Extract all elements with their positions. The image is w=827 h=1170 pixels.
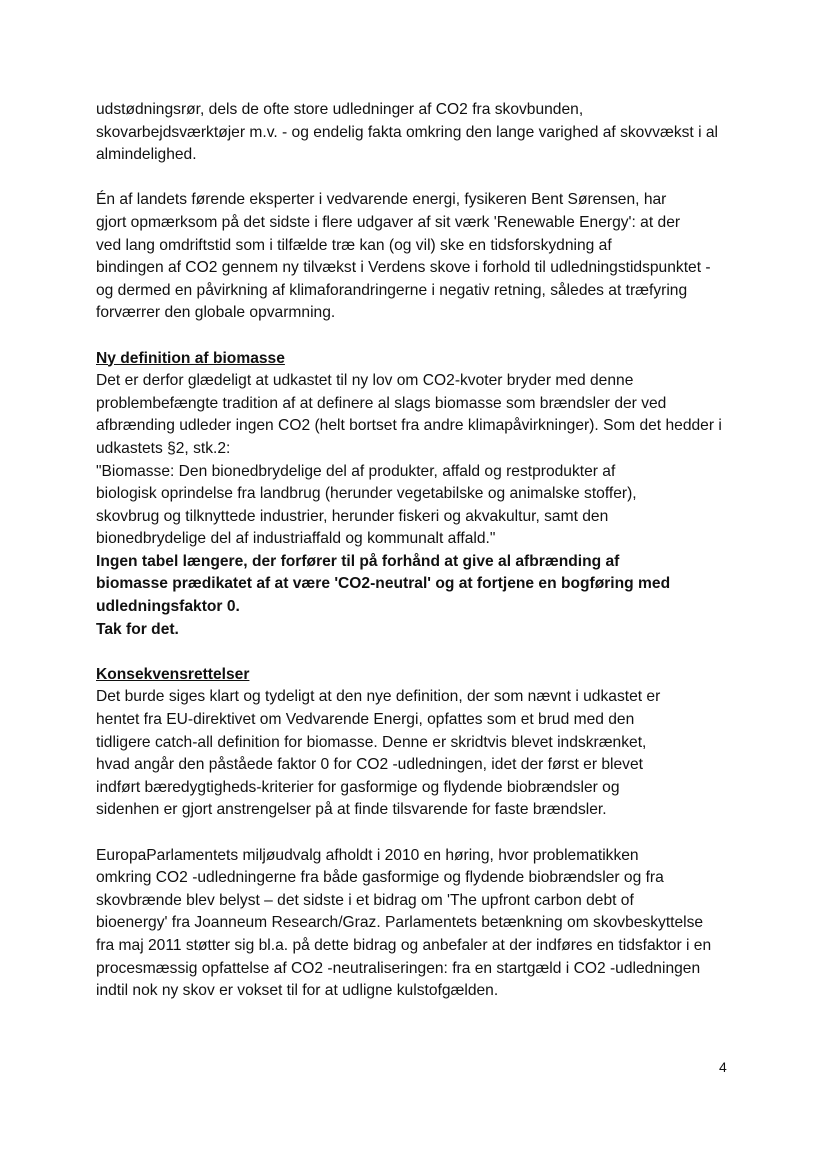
section-heading: Ny definition af biomasse	[96, 349, 285, 367]
text-line: almindelighed.	[96, 146, 197, 164]
text-line: hvad angår den påståede faktor 0 for CO2 -udledningen, idet der først er blevet	[96, 756, 643, 774]
text-line: sidenhen er gjort anstrengelser på at finde tilsvarende for faste brændsler.	[96, 801, 607, 819]
text-line: indført bæredygtigheds-kriterier for gasformige og flydende biobrændsler og	[96, 778, 620, 796]
quote-line: "Biomasse: Den bionedbrydelige del af produkter, affald og restprodukter af	[96, 462, 616, 480]
paragraph-spacer	[96, 325, 736, 348]
quote-line: bionedbrydelige del af industriaffald og kommunalt affald."	[96, 530, 496, 548]
parliament-paragraph	[96, 845, 736, 1003]
quote-line: skovbrug og tilknyttede industrier, herunder fiskeri og akvakultur, samt den	[96, 507, 609, 525]
text-line: fra maj 2011 støtter sig bl.a. på dette bidrag og anbefaler at der indføres en tidsfaktor i en	[96, 936, 712, 954]
text-line: Det burde siges klart og tydeligt at den nye definition, der som nævnt i udkastet er	[96, 688, 661, 706]
section-biomass-definition	[96, 348, 736, 642]
bold-line: udledningsfaktor 0.	[96, 598, 240, 616]
text-line: forværrer den globale opvarmning.	[96, 304, 336, 322]
text-line: Det er derfor glædeligt at udkastet til ny lov om CO2-kvoter bryder med denne	[96, 372, 634, 390]
text-line: Én af landets førende eksperter i vedvarende energi, fysikeren Bent Sørensen, har	[96, 191, 667, 209]
text-line: gjort opmærksom på det sidste i flere udgaver af sit værk 'Renewable Energy': at der	[96, 213, 681, 231]
text-line: problembefængte tradition af at definere al slags biomasse som brændsler der ved	[96, 394, 667, 412]
text-line: udstødningsrør, dels de ofte store udledninger af CO2 fra skovbunden,	[96, 101, 584, 118]
sorensen-paragraph	[96, 189, 736, 325]
text-line: hentet fra EU-direktivet om Vedvarende Energi, opfattes som et brud med den	[96, 711, 635, 729]
document-page	[96, 99, 736, 1003]
page-number: 4	[719, 1059, 727, 1075]
text-line: afbrænding udleder ingen CO2 (helt bortset fra andre klimapåvirkninger). Som det hedder i	[96, 417, 722, 435]
paragraph-spacer	[96, 641, 736, 664]
bold-line: biomasse prædikatet af at være 'CO2-neutral' og at fortjene en bogføring med	[96, 575, 671, 593]
text-line: bioenergy' fra Joanneum Research/Graz. Parlamentets betænkning om skovbeskyttelse	[96, 914, 704, 932]
paragraph-spacer	[96, 167, 736, 190]
text-line: tidligere catch-all definition for biomasse. Denne er skridtvis blevet indskrænket,	[96, 733, 647, 751]
text-line: udkastets §2, stk.2:	[96, 439, 231, 457]
section-heading: Konsekvensrettelser	[96, 665, 250, 683]
text-line: skovbrænde blev belyst – det sidste i et bidrag om 'The upfront carbon debt of	[96, 891, 634, 909]
text-line: EuropaParlamentets miljøudvalg afholdt i 2010 en høring, hvor problematikken	[96, 846, 639, 864]
text-line: ved lang omdriftstid som i tilfælde træ kan (og vil) ske en tidsforskydning af	[96, 236, 612, 254]
section-consequential-corrections	[96, 664, 736, 822]
bold-line: Tak for det.	[96, 620, 179, 638]
bold-line: Ingen tabel længere, der forfører til på forhånd at give al afbrænding af	[96, 552, 620, 570]
text-line: bindingen af CO2 gennem ny tilvækst i Verdens skove i forhold til udledningstidspunktet -	[96, 259, 711, 277]
paragraph-spacer	[96, 822, 736, 845]
text-line: indtil nok ny skov er vokset til for at udligne kulstofgælden.	[96, 982, 499, 1000]
intro-paragraph	[96, 99, 736, 167]
text-line: skovarbejdsværktøjer m.v. - og endelig fakta omkring den lange varighed af skovvækst i al	[96, 123, 719, 141]
text-line: procesmæssig opfattelse af CO2 -neutraliseringen: fra en startgæld i CO2 -udledningen	[96, 959, 701, 977]
text-line: og dermed en påvirkning af klimaforandringerne i negativ retning, således at træfyring	[96, 281, 688, 299]
text-line: omkring CO2 -udledningerne fra både gasformige og flydende biobrændsler og fra	[96, 869, 664, 887]
quote-line: biologisk oprindelse fra landbrug (herunder vegetabilske og animalske stoffer),	[96, 485, 637, 503]
